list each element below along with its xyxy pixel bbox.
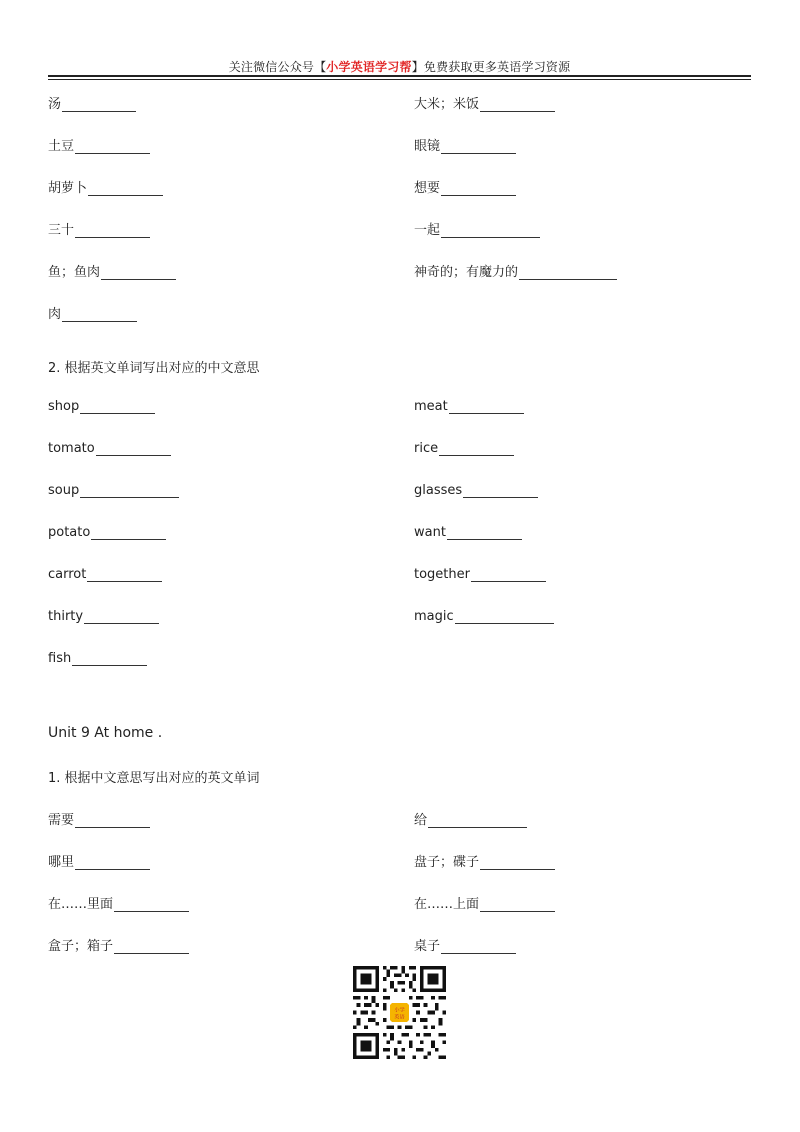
section-heading: 2. 根据英文单词写出对应的中文意思: [48, 361, 260, 376]
vocab-prompt: 给: [414, 813, 428, 828]
vocab-prompt: together: [414, 567, 470, 582]
vocab-item: [48, 399, 155, 414]
vocab-prompt: 一起: [414, 223, 441, 238]
vocab-item: [414, 483, 538, 498]
header-brand: 小学英语学习帮: [326, 60, 412, 74]
answer-blank[interactable]: [480, 99, 555, 112]
header-suffix: 免费获取更多英语学习资源: [423, 60, 571, 74]
answer-blank[interactable]: [84, 611, 159, 624]
header-rule-bottom: [48, 79, 751, 80]
answer-blank[interactable]: [114, 941, 189, 954]
vocab-prompt: meat: [414, 399, 448, 414]
answer-blank[interactable]: [449, 401, 524, 414]
vocab-prompt: 眼镜: [414, 139, 441, 154]
answer-blank[interactable]: [80, 401, 155, 414]
answer-blank[interactable]: [480, 899, 555, 912]
vocab-item: [48, 441, 171, 456]
vocab-prompt: 三十: [48, 223, 75, 238]
answer-blank[interactable]: [62, 309, 137, 322]
vocab-prompt: 胡萝卜: [48, 181, 88, 196]
qr-logo-text-1: 小学: [394, 1007, 405, 1014]
answer-blank[interactable]: [87, 569, 162, 582]
vocab-prompt: 土豆: [48, 139, 75, 154]
answer-blank[interactable]: [114, 899, 189, 912]
vocab-item: [414, 177, 516, 196]
vocab-item: [48, 177, 163, 196]
vocab-item: [414, 609, 554, 624]
answer-blank[interactable]: [75, 815, 150, 828]
section-heading: 1. 根据中文意思写出对应的英文单词: [48, 771, 260, 786]
vocab-item: [48, 851, 150, 870]
vocab-item: [414, 399, 524, 414]
vocab-item: [48, 525, 166, 540]
answer-blank[interactable]: [455, 611, 554, 624]
answer-blank[interactable]: [463, 485, 538, 498]
vocab-item: [414, 935, 516, 954]
header-prefix: 关注微信公众号: [228, 60, 315, 74]
answer-blank[interactable]: [441, 225, 540, 238]
vocab-item: [48, 567, 162, 582]
vocab-prompt: 哪里: [48, 855, 75, 870]
answer-blank[interactable]: [447, 527, 522, 540]
vocab-item: [414, 261, 617, 280]
vocab-prompt: rice: [414, 441, 439, 456]
vocab-item: [414, 93, 555, 112]
answer-blank[interactable]: [91, 527, 166, 540]
vocab-item: [48, 219, 150, 238]
vocab-item: [48, 483, 179, 498]
vocab-prompt: fish: [48, 651, 72, 666]
vocab-item: [48, 135, 150, 154]
qr-code: [353, 966, 446, 1059]
header-rule-top: [48, 75, 751, 77]
vocab-prompt: potato: [48, 525, 91, 540]
vocab-item: [414, 567, 546, 582]
answer-blank[interactable]: [101, 267, 176, 280]
answer-blank[interactable]: [80, 485, 179, 498]
answer-blank[interactable]: [471, 569, 546, 582]
vocab-item: [48, 893, 189, 912]
answer-blank[interactable]: [441, 141, 516, 154]
vocab-prompt: 肉: [48, 307, 62, 322]
vocab-prompt: thirty: [48, 609, 84, 624]
qr-logo-text-2: 英语: [394, 1014, 405, 1021]
answer-blank[interactable]: [75, 225, 150, 238]
answer-blank[interactable]: [88, 183, 163, 196]
vocab-item: [414, 219, 540, 238]
vocab-prompt: 神奇的；有魔力的: [414, 265, 519, 280]
vocab-item: [48, 809, 150, 828]
vocab-item: [414, 525, 522, 540]
vocab-prompt: 需要: [48, 813, 75, 828]
vocab-item: [48, 935, 189, 954]
vocab-prompt: shop: [48, 399, 80, 414]
vocab-prompt: 大米；米饭: [414, 97, 480, 112]
vocab-item: [48, 303, 137, 322]
vocab-prompt: 盒子；箱子: [48, 939, 114, 954]
answer-blank[interactable]: [62, 99, 136, 112]
answer-blank[interactable]: [441, 183, 516, 196]
vocab-item: [48, 651, 147, 666]
vocab-prompt: glasses: [414, 483, 463, 498]
vocab-prompt: magic: [414, 609, 454, 624]
vocab-item: [414, 441, 514, 456]
vocab-prompt: 鱼；鱼肉: [48, 265, 101, 280]
answer-blank[interactable]: [480, 857, 555, 870]
vocab-prompt: 想要: [414, 181, 441, 196]
answer-blank[interactable]: [75, 857, 150, 870]
answer-blank[interactable]: [75, 141, 150, 154]
answer-blank[interactable]: [441, 941, 516, 954]
vocab-prompt: 盘子；碟子: [414, 855, 480, 870]
vocab-item: [414, 135, 516, 154]
vocab-prompt: 在……上面: [414, 897, 480, 912]
vocab-item: [414, 809, 527, 828]
vocab-item: [414, 851, 555, 870]
unit-title: Unit 9 At home .: [48, 725, 163, 741]
answer-blank[interactable]: [439, 443, 514, 456]
answer-blank[interactable]: [428, 815, 527, 828]
vocab-prompt: soup: [48, 483, 80, 498]
vocab-prompt: want: [414, 525, 446, 540]
answer-blank[interactable]: [519, 267, 617, 280]
header-bracket-close: 】: [411, 60, 424, 74]
vocab-prompt: 汤: [48, 97, 62, 112]
vocab-item: [48, 609, 159, 624]
vocab-prompt: carrot: [48, 567, 87, 582]
answer-blank[interactable]: [72, 653, 147, 666]
vocab-item: [414, 893, 555, 912]
header-bracket-open: 【: [314, 60, 327, 74]
page-header: [48, 58, 751, 75]
vocab-prompt: tomato: [48, 441, 95, 456]
vocab-item: [48, 261, 176, 280]
answer-blank[interactable]: [96, 443, 171, 456]
vocab-item: [48, 93, 136, 112]
vocab-prompt: 桌子: [414, 939, 441, 954]
vocab-prompt: 在……里面: [48, 897, 114, 912]
